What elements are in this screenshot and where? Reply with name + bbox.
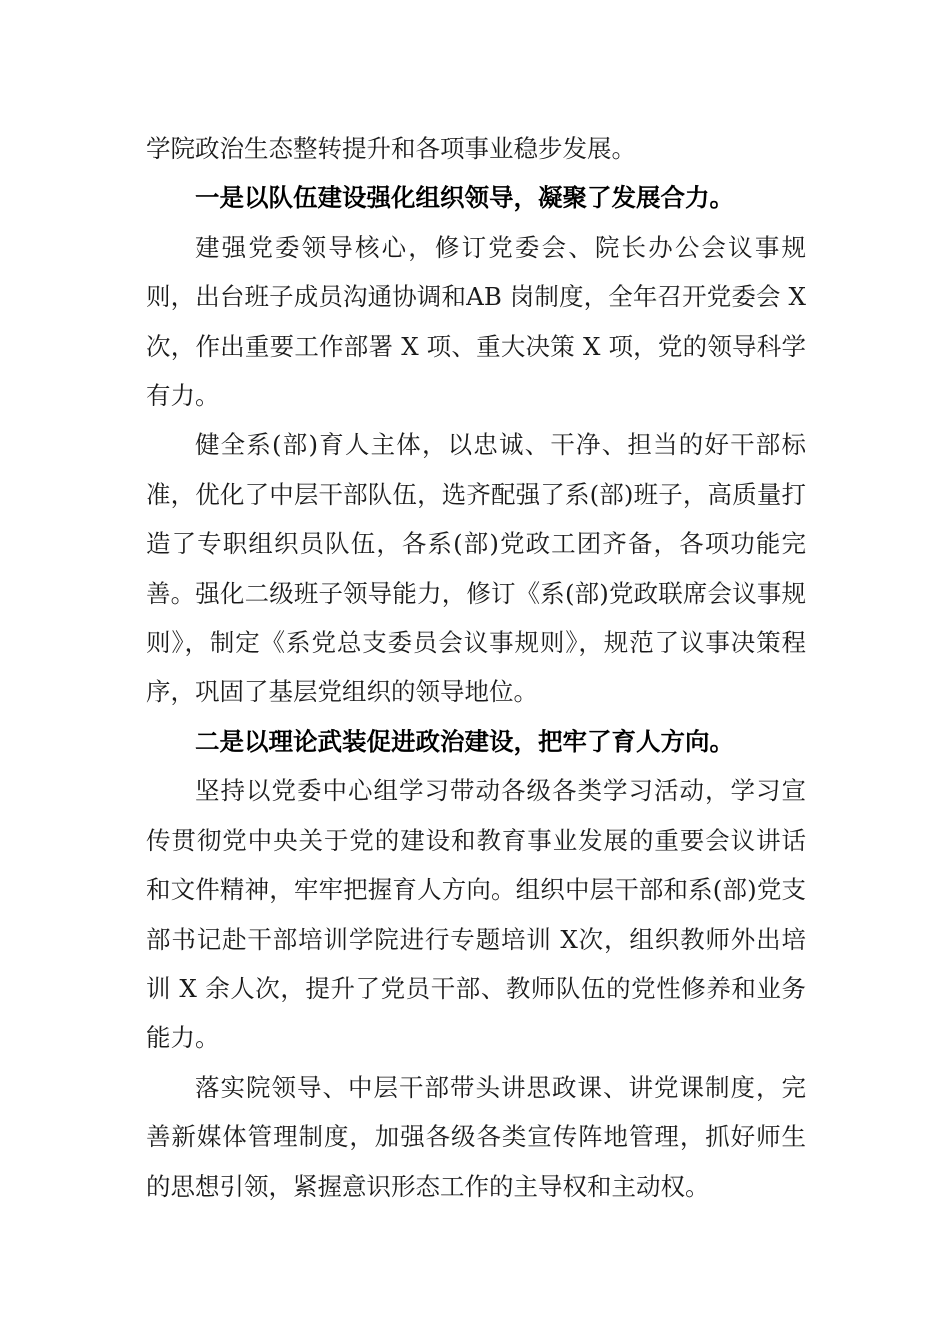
document-page bbox=[146, 124, 806, 1211]
paragraph-theory-study: 坚持以党委中心组学习带动各级各类学习活动，学习宣传贯彻党中央关于党的建设和教育事业发展的重要会议讲话和文件精神，牢牢把握育人方向。组织中层干部和系(部)党支部书记赴干部培训学院进行专题培训 X次，组织教师外出培训 X 余人次，提升了党员干部、教师队伍的党性修养和业务能力。 bbox=[146, 776, 806, 1053]
paragraph-continued: 学院政治生态整转提升和各项事业稳步发展。 bbox=[146, 134, 636, 163]
paragraph-party-committee: 建强党委领导核心，修订党委会、院长办公会议事规则，出台班子成员沟通协调和AB 岗制度，全年召开党委会 X 次，作出重要工作部署 X 项、重大决策 X 项，党的领导科学有力。 bbox=[146, 232, 806, 411]
section-heading-1: 一是以队伍建设强化组织领导，凝聚了发展合力。 bbox=[195, 183, 734, 213]
paragraph-department-leadership: 健全系(部)育人主体，以忠诚、干净、担当的好干部标准，优化了中层干部队伍，选齐配强了系(部)班子，高质量打造了专职组织员队伍，各系(部)党政工团齐备，各项功能完善。强化二级班子领导能力，修订《系(部)党政联席会议事规则》，制定《系党总支委员会议事规则》，规范了议事决策程序，巩固了基层党组织的领导地位。 bbox=[146, 430, 806, 707]
section-heading-2: 二是以理论武装促进政治建设，把牢了育人方向。 bbox=[195, 726, 734, 756]
paragraph-ideology-work: 落实院领导、中层干部带头讲思政课、讲党课制度，完善新媒体管理制度，加强各级各类宣传阵地管理，抓好师生的思想引领，紧握意识形态工作的主导权和主动权。 bbox=[146, 1072, 806, 1201]
